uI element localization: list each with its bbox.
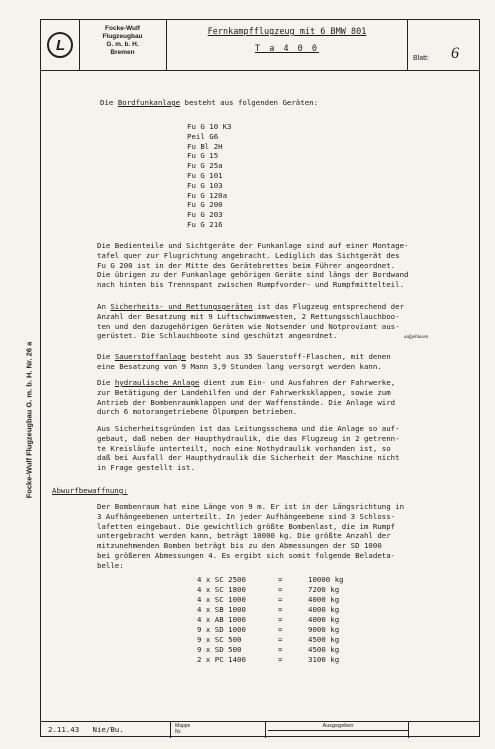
aircraft-title: Fernkampfflugzeug mit 6 BMW 801 <box>207 27 367 37</box>
sheet-number-cell <box>407 20 479 70</box>
side-imprint: Focke-Wulf Flugzeugbau G. m. b. H. Nr. 26 a <box>24 341 34 499</box>
document-title <box>167 20 408 70</box>
divider <box>268 730 408 731</box>
list-item: Fu Bl 2H <box>187 141 223 151</box>
list-item: Fu G 216 <box>187 219 223 229</box>
radio-intro: Die Bordfunkanlage besteht aus folgenden Geräten: <box>100 98 319 107</box>
title-block <box>41 20 479 71</box>
mappe-field: Mappe Nr. <box>175 723 191 735</box>
footer-date-sign: 2.11.43 Nie/Bu. <box>48 725 124 734</box>
company-name: Focke-Wulf Flugzeugbau G. m. b. H. Bremen <box>79 20 167 70</box>
handwritten-note: aufgeblasen <box>404 335 429 340</box>
divider <box>170 722 171 738</box>
safety-paragraph: An Sicherheits- und Rettungsgeräten ist das Flugzeug entsprechend der Anzahl der Besatzung mit 9 Luftschwimmwesten, 2 Rettungsschlauchboo- ten und den dazugehörigen Geräten wie Notsender und Notproviant aus- gerüstet. Die Schlauchboote sind geschützt angeordnet. <box>97 302 405 341</box>
list-item: Fu G 200 <box>187 200 223 210</box>
focke-wulf-logo-icon: L <box>47 32 73 58</box>
list-item: Fu G 101 <box>187 170 223 180</box>
redundancy-paragraph: Aus Sicherheitsgründen ist das Leitungsschema und die Anlage so auf- gebaut, daß neben der Haupthydraulik, die das Flugzeug in 2 getrenn- te Kreisläufe unterteilt, noch eine Nothydraulik vorhanden ist, so daß bei Ausfall der Haupthydraulik die Sicherheit der Maschine nicht in Frage gestellt ist. <box>97 424 400 473</box>
list-item: Fu G 120a <box>187 190 228 200</box>
radio-paragraph: Die Bedienteile und Sichtgeräte der Funkanlage sind auf einer Montage- tafel quer zur Flugrichtung angebracht. Lediglich das Sichtgerät des Fu G 200 ist in der Mitte des Gerätebrettes beim Führer angeordnet. Die übrigen zu der Funkanlage gehörigen Geräte sind längs der Bordwand nach hinten bis Trennspant zwischen Rumpfvorder- und Rumpfmittelteil. <box>97 241 409 290</box>
list-item: Fu G 15 <box>187 151 219 161</box>
list-item: Peil G6 <box>187 131 219 141</box>
oxygen-paragraph: Die Sauerstoffanlage besteht aus 35 Sauerstoff-Flaschen, mit denen eine Besatzung von 9 Mann 3,9 Stunden lang versorgt werden kann. <box>97 352 391 371</box>
sheet-label: Blatt: <box>413 55 429 62</box>
list-item: Fu G 203 <box>187 210 223 220</box>
hydraulic-paragraph: Die hydraulische Anlage dient zum Ein- und Ausfahren der Fahrwerke, zur Betätigung der Landehilfen und der Fahrwerksklappen, sowie zum Antrieb der Bombenraumklappen und der Waffenstände. Die Anlage wird durch 6 motorangetriebene Ölpumpen betrieben. <box>97 378 396 417</box>
logo-cell <box>41 20 80 70</box>
divider <box>408 722 409 738</box>
list-item: Fu G 10 K3 <box>187 122 232 131</box>
list-item: Fu G 103 <box>187 180 223 190</box>
bomb-paragraph: Der Bombenraum hat eine Länge von 9 m. Er ist in der Längsrichtung in 3 Aufhängeebenen unterteilt. In jeder Aufhängeebene sind 3 Schloss- lafetten eingebaut. Die gewichtlich größte Bombenlast, die im Rumpf untergebracht werden kann, beträgt 10000 kg. Die größte Anzahl der mitzunehmenden Bomben beträgt bis zu den Abmessungen der SD 1000 bei größeren Abmessungen 4. Es ergibt sich somit folgende Beladeta- belle: <box>97 502 405 570</box>
footer-block <box>40 721 480 738</box>
issued-field: Ausgegeben <box>268 722 408 738</box>
aircraft-type: T a 4 0 0 <box>254 44 320 54</box>
sheet-number: 6 <box>451 45 459 62</box>
divider <box>265 722 266 738</box>
list-item: Fu G 25a <box>187 161 223 171</box>
section-heading: Abwurfbewaffnung: <box>52 486 128 495</box>
radio-device-list <box>187 122 232 230</box>
